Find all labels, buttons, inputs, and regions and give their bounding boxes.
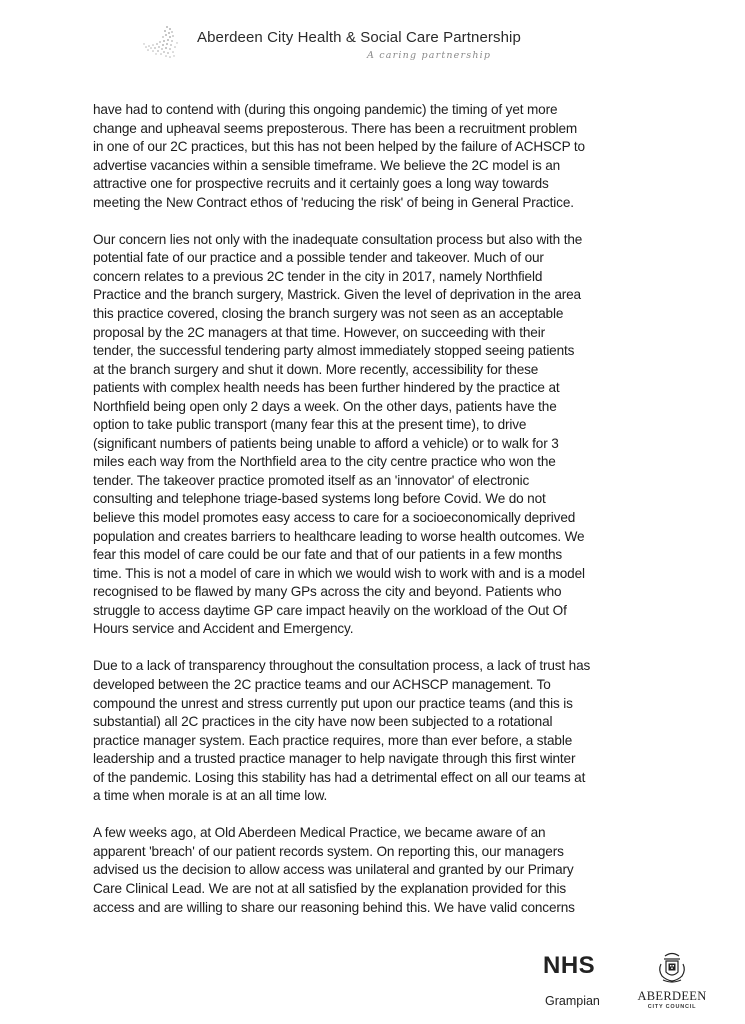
text-line: miles each way from the Northfield area to the city centre practice who won the [93, 454, 556, 470]
text-line: Hours service and Accident and Emergency. [93, 621, 354, 637]
text-line: substantial) all 2C practices in the city have now been subjected to a rotational [93, 714, 553, 730]
text-line: leadership and a trusted practice manager to help navigate through this first winter [93, 751, 576, 767]
text-line: believe this model promotes easy access to care for a socioeconomically deprived [93, 510, 576, 526]
text-line: (significant numbers of patients being unable to afford a vehicle) or to walk for 3 [93, 435, 559, 451]
org-name: Aberdeen City Health & Social Care Partnership [197, 29, 521, 46]
text-line: option to take public transport (many fear this at the present time), to drive [93, 417, 527, 433]
coat-of-arms-icon [654, 950, 690, 986]
letterhead [135, 20, 555, 70]
text-line: Our concern lies not only with the inadequate consultation process but also with the [93, 231, 583, 247]
council-name: ABERDEEN [637, 989, 707, 1003]
text-line: Care Clinical Lead. We are not at all satisfied by the explanation provided for this [93, 880, 567, 896]
text-line: proposal by the 2C managers at that time. However, on succeeding with their [93, 324, 545, 340]
text-line: in one of our 2C practices, but this has not been helped by the failure of ACHSCP to [93, 139, 585, 155]
text-line: have had to contend with (during this ongoing pandemic) the timing of yet more [93, 102, 558, 117]
text-line: Practice and the branch surgery, Mastrick. Given the level of deprivation in the area [93, 287, 581, 303]
text-line: tender. The takeover practice promoted itself as an 'innovator' of electronic [93, 472, 530, 488]
text-line: recognised to be flawed by many GPs across the city and beyond. Patients who [93, 584, 562, 600]
text-line: attractive one for prospective recruits and it certainly goes a long way towards [93, 176, 549, 192]
text-line: this practice covered, closing the branch surgery was not seen as an acceptable [93, 306, 564, 322]
aberdeen-city-council-logo [632, 950, 712, 1010]
text-line: access and are willing to share our reasoning behind this. We have valid concerns [93, 899, 575, 915]
text-line: change and upheaval seems preposterous. There has been a recruitment problem [93, 120, 578, 136]
text-line: Northfield being open only 2 days a week. On the other days, patients have the [93, 398, 557, 414]
paragraph [93, 231, 693, 639]
paragraph [93, 657, 693, 805]
text-line: of the pandemic. Losing this stability has had a detrimental effect on all our teams at [93, 769, 586, 785]
text-line: population and creates barriers to healthcare leading to worse health outcomes. We [93, 528, 585, 544]
text-line: concern relates to a previous 2C tender in the city in 2017, namely Northfield [93, 268, 543, 284]
text-line: time. This is not a model of care in which we would wish to work with and is a model [93, 565, 585, 581]
council-subtitle: CITY COUNCIL [647, 1004, 697, 1010]
text-line: patients with complex health needs has been further hindered by the practice at [93, 380, 560, 396]
paragraph [93, 824, 693, 917]
text-line: a time when morale is at an all time low. [93, 788, 328, 804]
text-line: struggle to access daytime GP care impact heavily on the workload of the Out Of [93, 602, 567, 618]
letter-body [93, 101, 693, 936]
text-line: practice manager system. Each practice requires, more than ever before, a stable [93, 732, 573, 748]
partnership-logo-icon [139, 23, 191, 63]
text-line: A few weeks ago, at Old Aberdeen Medical Practice, we became aware of an [93, 825, 546, 841]
text-line: advised us the decision to allow access was unilateral and granted by our Primary [93, 862, 574, 878]
text-line: at the branch surgery and shut it down. More recently, accessibility for these [93, 361, 539, 377]
text-line: advertise vacancies within a sensible timeframe. We believe the 2C model is an [93, 157, 561, 173]
text-line: compound the unrest and stress currently put upon our practice teams (and this is [93, 695, 573, 711]
text-line: developed between the 2C practice teams and our ACHSCP management. To [93, 676, 551, 692]
nhs-region: Grampian [545, 994, 600, 1008]
text-line: consulting and telephone triage-based systems long before Covid. We do not [93, 491, 546, 507]
text-line: tender, the successful tendering party almost immediately stopped seeing patients [93, 343, 575, 359]
text-line: fear this model of care could be our fate and that of our patients in a few months [93, 547, 563, 563]
nhs-wordmark: NHS [543, 952, 596, 979]
text-line: Due to a lack of transparency throughout the consultation process, a lack of trust has [93, 658, 591, 674]
text-line: potential fate of our practice and a possible tender and takeover. Much of our [93, 250, 544, 266]
nhs-grampian-logo [543, 952, 613, 1008]
text-line: apparent 'breach' of our patient records system. On reporting this, our managers [93, 843, 564, 859]
tagline: A caring partnership [367, 50, 492, 61]
text-line: meeting the New Contract ethos of 'reducing the risk' of being in General Practice. [93, 194, 574, 210]
paragraph [93, 101, 693, 212]
